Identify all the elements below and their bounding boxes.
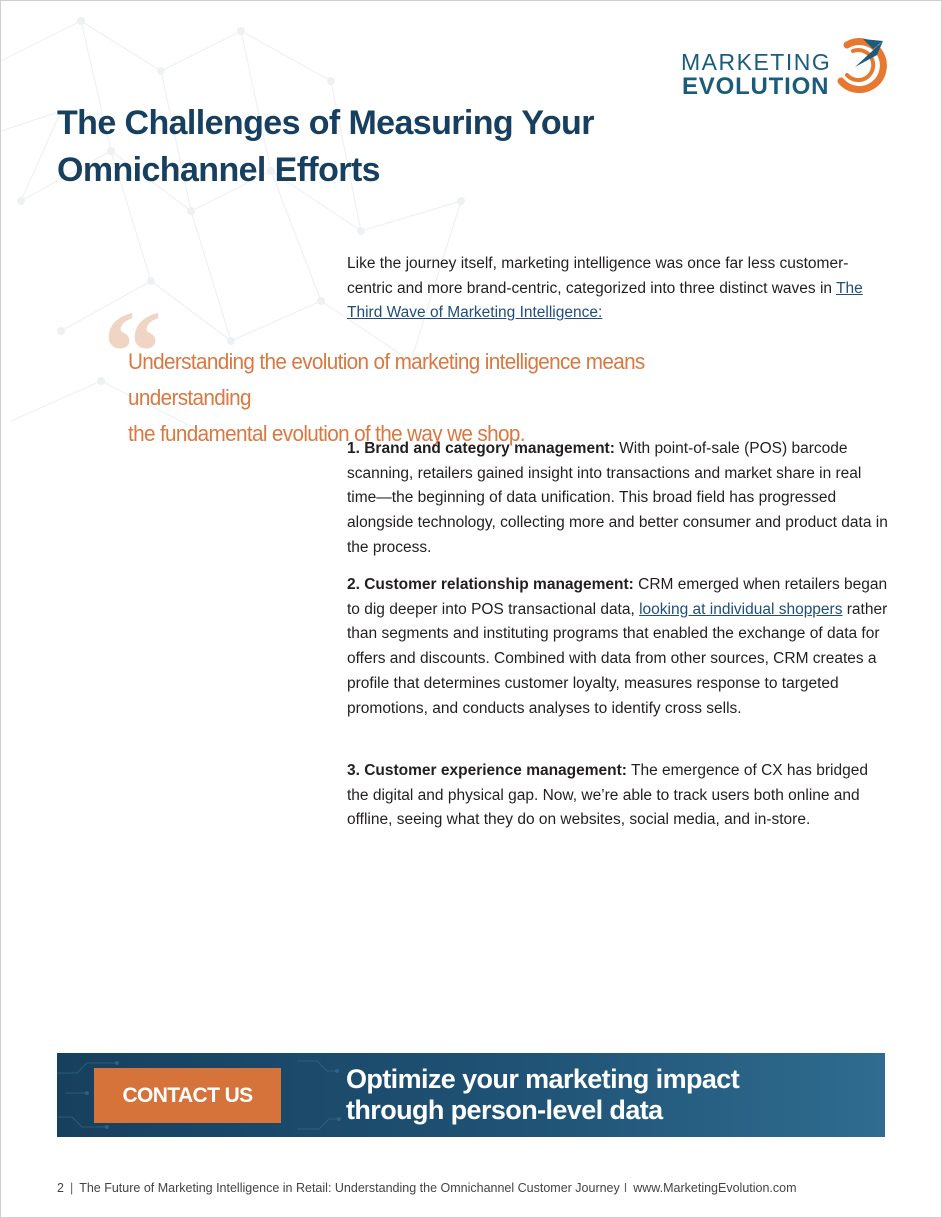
item-text-continued: rather than segments and instituting programs that enabled the exchange of data for offers and discounts. Combined with data from other sources, CRM creates a profile that determines customer loyalty, measures response to targeted promotions, and conducts analyses to identify cross sells. [347, 600, 888, 717]
page-number: 2 [57, 1181, 64, 1195]
footer-separator: I [623, 1181, 628, 1195]
contact-us-button[interactable]: CONTACT US [94, 1068, 281, 1123]
page-footer [57, 1181, 897, 1195]
cta-banner [57, 1053, 885, 1137]
list-item [347, 573, 892, 721]
footer-separator: | [69, 1181, 74, 1195]
quote-mark-icon: “ [103, 286, 162, 417]
item-text: The emergence of CX has bridged the digital and physical gap. Now, we’re able to track users both online and offline, seeing what they do on websites, social media, and in-store. [347, 762, 868, 829]
item-text: With point-of-sale (POS) barcode scanning, retailers gained insight into transactions and market share in real time—the beginning of data unification. This broad field has progressed alongside technology, collecting more and better consumer and product data in the process. [347, 440, 888, 556]
third-wave-link[interactable]: The Third Wave of Marketing Intelligence: [347, 279, 863, 322]
pull-quote [128, 344, 772, 452]
item-heading: 1. Brand and category management: [347, 440, 615, 457]
logo-text-marketing: MARKETING [681, 49, 832, 75]
banner-line-2: through person-level data [346, 1095, 663, 1125]
item-heading: 2. Customer relationship management: [347, 576, 634, 593]
individual-shoppers-link[interactable]: looking at individual shoppers [639, 600, 843, 618]
banner-line-1: Optimize your marketing impact [346, 1064, 740, 1094]
marketing-evolution-logo [681, 31, 891, 100]
footer-url[interactable]: www.MarketingEvolution.com [633, 1181, 797, 1195]
quote-line-1: Understanding the evolution of marketing intelligence means understanding [128, 349, 645, 410]
item-heading: 3. Customer experience management: [347, 762, 627, 779]
quote-line-2: the fundamental evolution of the way we shop. [128, 421, 525, 446]
intro-text: Like the journey itself, marketing intelligence was once far less customer-centric and more brand-centric, categorized into three distinct waves in [347, 255, 849, 297]
title-line-2: Omnichannel Efforts [57, 151, 380, 189]
swoosh-arrow-icon [833, 31, 889, 93]
logo-text-evolution: EVOLUTION [682, 73, 830, 100]
page-title [57, 100, 617, 194]
footer-title: The Future of Marketing Intelligence in Retail: Understanding the Omnichannel Customer Journey [79, 1181, 620, 1195]
title-line-1: The Challenges of Measuring Your [57, 104, 594, 142]
banner-headline [346, 1064, 866, 1126]
list-item [347, 437, 892, 561]
intro-paragraph [347, 252, 892, 326]
item-text: CRM emerged when retailers began to dig deeper into POS transactional data, [347, 576, 888, 618]
list-item [347, 759, 892, 833]
